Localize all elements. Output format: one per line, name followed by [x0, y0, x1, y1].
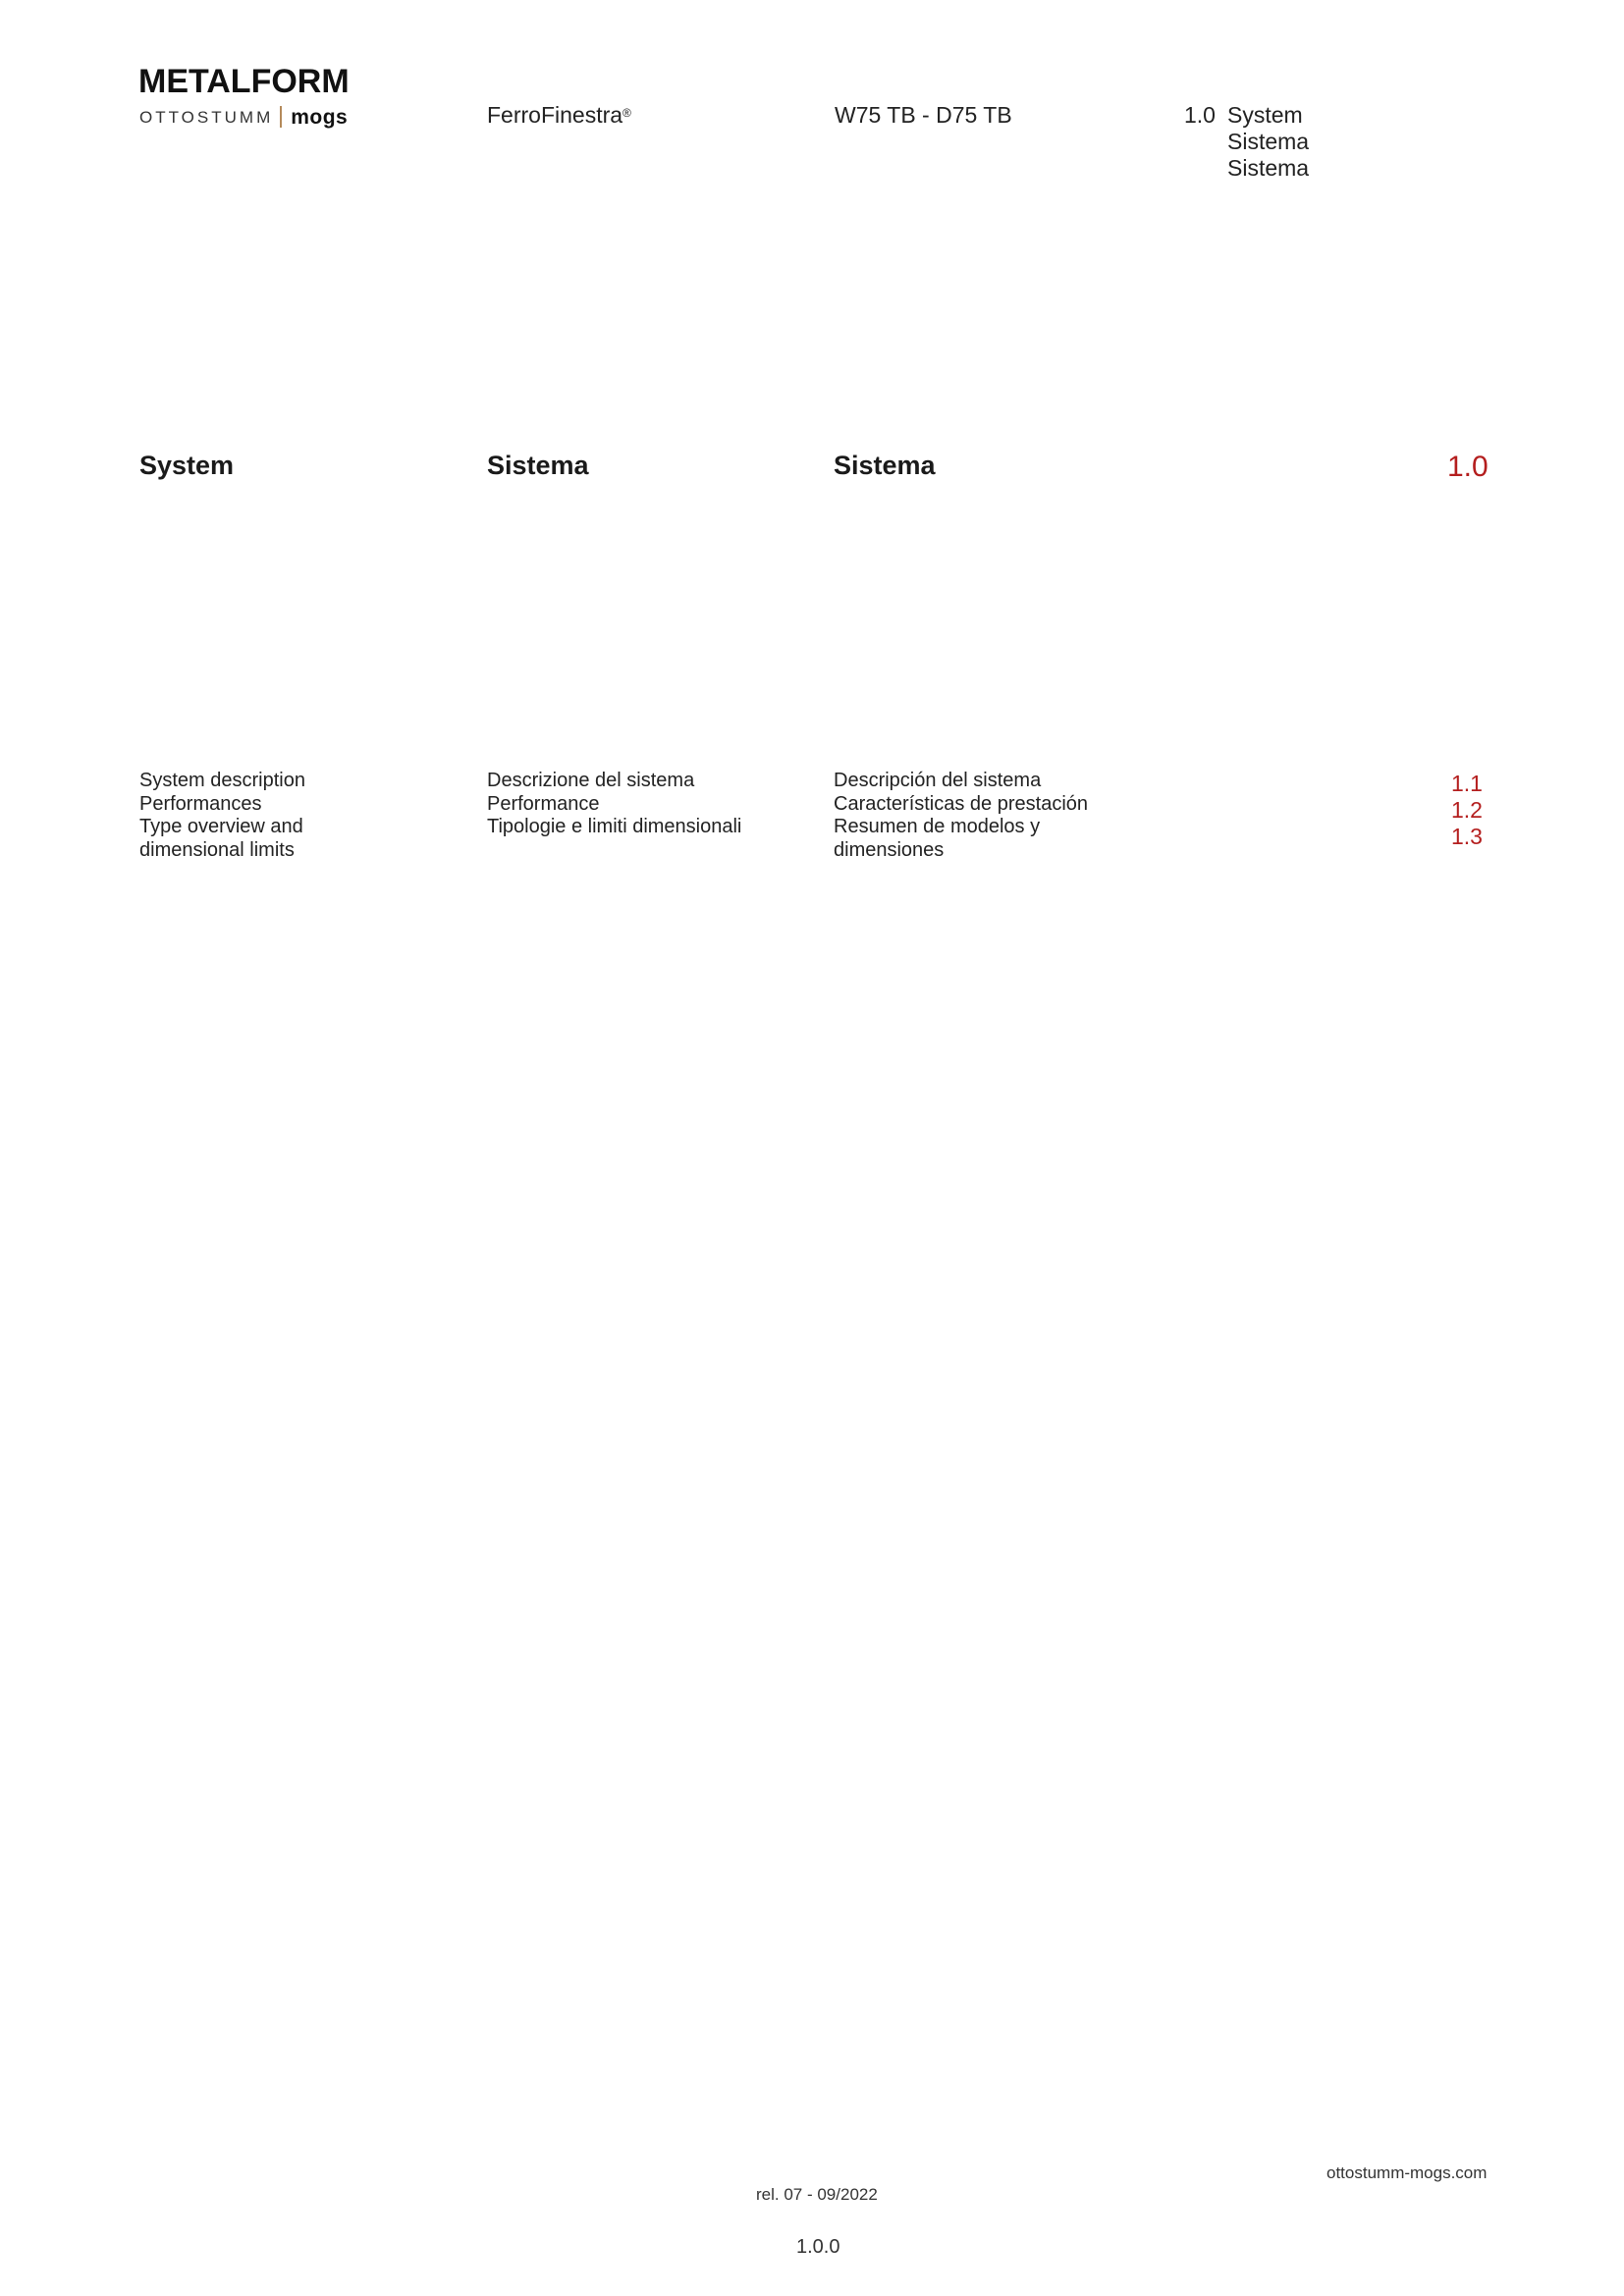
- contents-es-item[interactable]: Características de prestación: [834, 792, 1089, 815]
- contents-number-1-2[interactable]: 1.2: [1451, 797, 1483, 823]
- contents-it-item[interactable]: Tipologie e limiti dimensionali: [487, 816, 742, 837]
- contents-es-item[interactable]: Resumen de modelos y: [834, 816, 1041, 837]
- contents-number-1-1[interactable]: 1.1: [1451, 771, 1483, 796]
- contents-es: [834, 770, 1088, 862]
- contents-es-item[interactable]: Descripción del sistema: [834, 770, 1042, 791]
- logo-divider: [280, 106, 282, 128]
- logo-mogs: mogs: [291, 105, 349, 129]
- registered-mark: ®: [623, 106, 631, 120]
- header-section-title-es: Sistema: [1227, 155, 1310, 181]
- footer-release: rel. 07 - 09/2022: [756, 2185, 878, 2204]
- product-name: FerroFinestra: [487, 102, 623, 128]
- section-title-es: Sistema: [834, 451, 936, 480]
- section-title-it: Sistema: [487, 451, 589, 480]
- contents-it-item[interactable]: Performance: [487, 792, 600, 815]
- logo-ottostumm: OTTOSTUMM: [139, 107, 274, 127]
- contents-en-item[interactable]: Performances: [139, 792, 262, 815]
- brand-sub-logo: [139, 106, 348, 128]
- footer-url[interactable]: ottostumm-mogs.com: [1326, 2163, 1488, 2182]
- header-section-titles: [1227, 102, 1309, 182]
- contents-numbers: [1451, 771, 1483, 850]
- page-number: 1.0.0: [796, 2236, 840, 2258]
- contents-en-item[interactable]: System description: [139, 770, 305, 791]
- header-section-title-en: System: [1227, 102, 1303, 128]
- section-number: 1.0: [1447, 451, 1489, 483]
- contents-it: [487, 770, 741, 839]
- contents-en: [139, 770, 305, 862]
- contents-en-item[interactable]: Type overview and: [139, 816, 303, 837]
- contents-number-1-3[interactable]: 1.3: [1451, 824, 1483, 849]
- section-title-en: System: [139, 451, 235, 480]
- brand-logo: METALFORM: [138, 63, 350, 100]
- header-section-number: 1.0: [1184, 102, 1216, 128]
- contents-it-item[interactable]: Descrizione del sistema: [487, 770, 695, 791]
- header-product: [487, 102, 631, 129]
- contents-es-item[interactable]: dimensiones: [834, 838, 945, 861]
- header-section-title-it: Sistema: [1227, 129, 1310, 154]
- contents-en-item[interactable]: dimensional limits: [139, 838, 295, 861]
- header-model: W75 TB - D75 TB: [835, 102, 1012, 128]
